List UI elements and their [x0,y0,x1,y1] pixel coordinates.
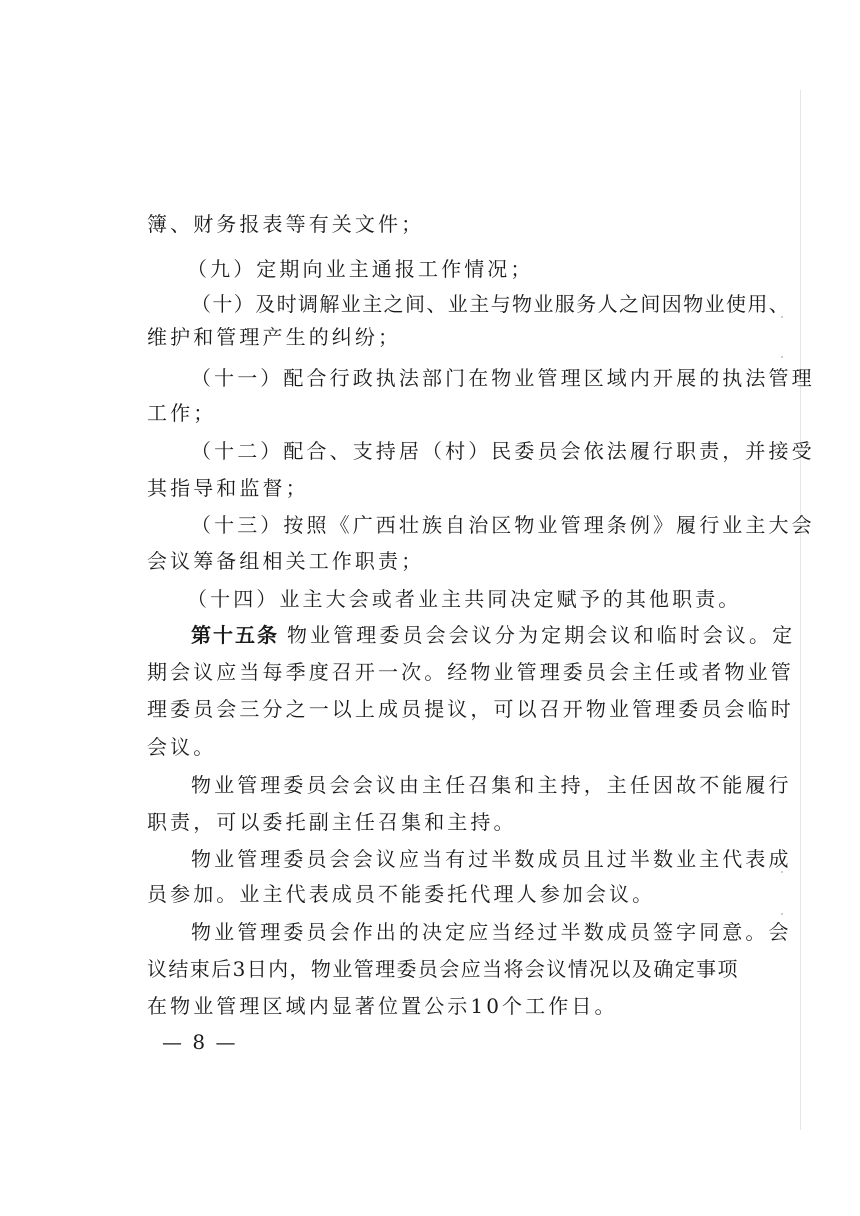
article-15-label: 第十五条 [191,623,279,647]
list-item-13: （十三）按照《广西壮族自治区物业管理条例》履行业主大会 [191,513,815,537]
paragraph-start: 物业管理委员会会议由主任召集和主持，主任因故不能履行 [191,773,792,797]
text-line: 其指导和监督； [147,476,309,500]
text-line: 工作； [147,401,217,425]
text-line: 期会议应当每季度召开一次。经物业管理委员会主任或者物业管 [147,660,794,684]
article-15-text: 物业管理委员会会议分为定期会议和临时会议。定 [287,623,796,647]
list-item-14: （十四）业主大会或者业主共同决定赋予的其他职责。 [187,587,742,611]
text-line: 会议。 [147,735,217,759]
text-line: 在物业管理区域内显著位置公示10个工作日。 [147,994,618,1018]
page-number: — 8 — [162,1030,238,1054]
list-item-11: （十一）配合行政执法部门在物业管理区域内开展的执法管理 [191,366,815,390]
text-line: 理委员会三分之一以上成员提议，可以召开物业管理委员会临时 [147,697,794,721]
article-15-first-line [191,623,795,647]
scan-speck [781,871,783,873]
text-line: 维护和管理产生的纠纷； [147,325,402,349]
list-item-12: （十二）配合、支持居（村）民委员会依法履行职责，并接受 [191,439,815,463]
paragraph-start: 物业管理委员会会议应当有过半数成员且过半数业主代表成 [191,847,792,871]
text-line: 会议筹备组相关工作职责； [147,549,425,573]
scan-speck [781,356,783,358]
list-item-9: （九）定期向业主通报工作情况； [187,257,534,281]
list-item-10: （十）及时调解业主之间、业主与物业服务人之间因物业使用、 [191,292,791,316]
text-line: 职责，可以委托副主任召集和主持。 [147,810,517,834]
page-edge-shadow [800,90,801,1130]
scan-speck [781,913,783,915]
scan-speck [781,316,783,318]
text-line: 议结束后3日内，物业管理委员会应当将会议情况以及确定事项 [147,957,739,981]
text-line: 员参加。业主代表成员不能委托代理人参加会议。 [147,882,656,906]
paragraph-start: 物业管理委员会作出的决定应当经过半数成员签字同意。会 [191,920,792,944]
text-line: 簿、财务报表等有关文件； [147,212,425,236]
